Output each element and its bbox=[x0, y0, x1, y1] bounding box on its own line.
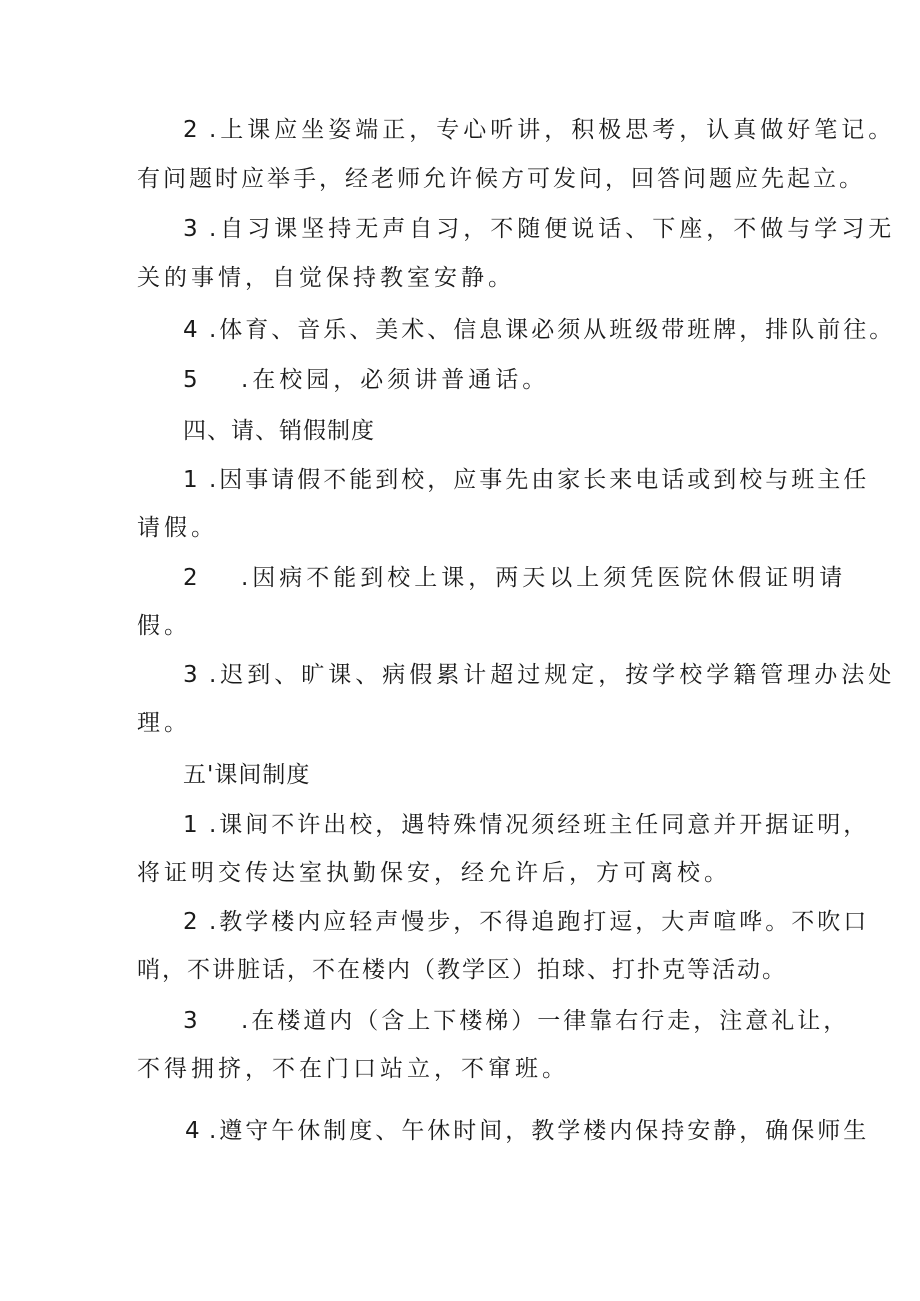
paragraph-line bbox=[183, 465, 869, 495]
section-heading bbox=[183, 416, 375, 446]
paragraph-line bbox=[183, 214, 895, 244]
item-number: 1 bbox=[183, 812, 201, 838]
line-text: 有问题时应举手，经老师允许候方可发问，回答问题应先起立。 bbox=[137, 166, 865, 192]
paragraph-line bbox=[137, 513, 218, 543]
line-text: .迟到、旷课、病假累计超过规定，按学校学籍管理办法处 bbox=[209, 662, 896, 688]
line-text: .课间不许出校，遇特殊情况须经班主任同意并开据证明， bbox=[209, 812, 870, 838]
line-text: 理。 bbox=[137, 710, 191, 736]
paragraph-line bbox=[137, 955, 787, 985]
line-text: 假。 bbox=[137, 613, 191, 639]
paragraph-line bbox=[183, 315, 895, 345]
line-text: 不得拥挤，不在门口站立，不窜班。 bbox=[137, 1056, 569, 1082]
line-text: .遵守午休制度、午休时间，教学楼内保持安静，确保师生 bbox=[209, 1118, 870, 1144]
item-number: 2 bbox=[183, 565, 202, 591]
line-text: .教学楼内应轻声慢步，不得追跑打逗，大声喧哗。不吹口 bbox=[209, 909, 870, 935]
line-text: 请假。 bbox=[137, 515, 218, 541]
line-text: 哨，不讲脏话，不在楼内（教学区）拍球、打扑克等活动。 bbox=[137, 957, 787, 983]
line-text: .上课应坐姿端正，专心听讲，积极思考，认真做好笔记。 bbox=[209, 117, 896, 143]
paragraph-line bbox=[183, 810, 869, 840]
paragraph-line bbox=[183, 907, 869, 937]
section-heading bbox=[183, 760, 310, 790]
paragraph-line bbox=[137, 164, 865, 194]
line-text: 关的事情，自觉保持教室安静。 bbox=[137, 265, 515, 291]
paragraph-line bbox=[183, 563, 846, 593]
paragraph-line bbox=[183, 115, 895, 145]
paragraph-line bbox=[185, 1116, 869, 1146]
paragraph-line bbox=[137, 708, 191, 738]
paragraph-line bbox=[183, 365, 549, 395]
item-number: 3 bbox=[183, 216, 202, 242]
line-text: .体育、音乐、美术、信息课必须从班级带班牌，排队前往。 bbox=[209, 317, 896, 343]
item-number: 5 bbox=[183, 367, 202, 393]
line-text: .在校园，必须讲普通话。 bbox=[241, 367, 550, 393]
item-number: 4 bbox=[183, 317, 201, 343]
paragraph-line bbox=[183, 1006, 849, 1036]
paragraph-line bbox=[137, 263, 515, 293]
line-text: .因病不能到校上课，两天以上须凭医院休假证明请 bbox=[241, 565, 847, 591]
item-number: 2 bbox=[183, 909, 201, 935]
line-text: .在楼道内（含上下楼梯）一律靠右行走，注意礼让， bbox=[241, 1008, 850, 1034]
paragraph-line bbox=[137, 858, 731, 888]
paragraph-line bbox=[137, 1054, 569, 1084]
heading-text: 四、请、销假制度 bbox=[183, 418, 375, 444]
heading-text: 五'课间制度 bbox=[183, 762, 311, 788]
item-number: 3 bbox=[183, 662, 202, 688]
line-text: .因事请假不能到校，应事先由家长来电话或到校与班主任 bbox=[209, 467, 870, 493]
line-text: 将证明交传达室执勤保安，经允许后，方可离校。 bbox=[137, 860, 731, 886]
item-number: 2 bbox=[183, 117, 202, 143]
item-number: 3 bbox=[183, 1008, 201, 1034]
item-number: 4 bbox=[185, 1118, 203, 1144]
item-number: 1 bbox=[183, 467, 201, 493]
paragraph-line bbox=[137, 611, 191, 641]
line-text: .自习课坚持无声自习，不随便说话、下座，不做与学习无 bbox=[209, 216, 896, 242]
paragraph-line bbox=[183, 660, 895, 690]
